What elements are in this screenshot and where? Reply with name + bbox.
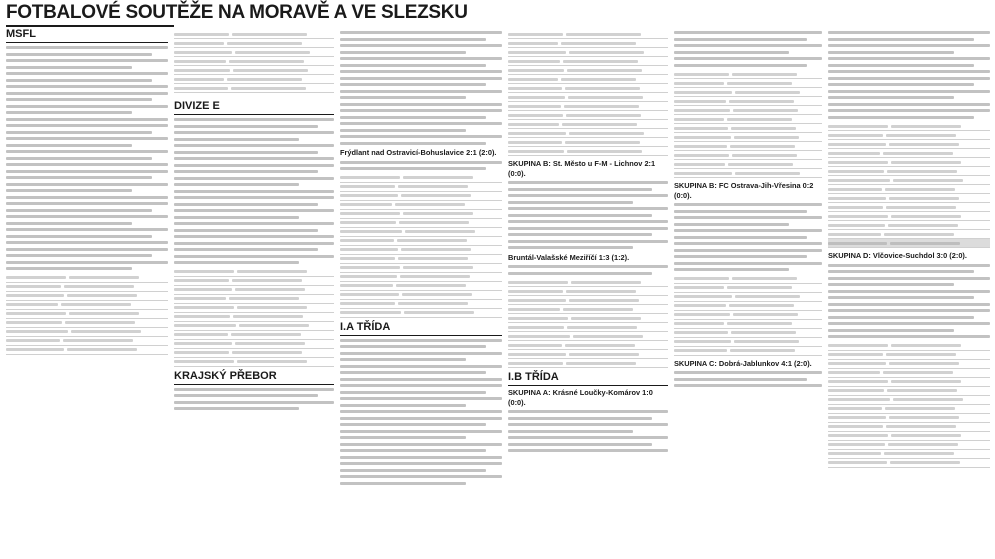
column-5 — [674, 28, 822, 558]
standings-table-msfl-continued — [174, 30, 334, 93]
column-1 — [6, 28, 168, 558]
match-headline: SKUPINA D: Vlčovice-Suchdol 3:0 (2:0). — [828, 251, 967, 260]
column-4 — [508, 28, 668, 558]
section-title-msfl: MSFL — [6, 28, 168, 43]
column-3 — [340, 28, 502, 558]
page-title: FOTBALOVÉ SOUTĚŽE NA MORAVĚ A VE SLEZSKU — [6, 2, 468, 23]
match-headline: SKUPINA C: Dobrá-Jablunkov 4:1 (2:0). — [674, 358, 812, 368]
standings-table-krajsky — [340, 174, 502, 318]
match-headline: Frýdlant nad Ostravicí-Bohuslavice 2:1 (2:0). — [340, 148, 497, 157]
standings-table-ia-b — [508, 278, 668, 368]
match-headline: SKUPINA B: FC Ostrava-Jih-Vřesina 0:2 (0:0). — [674, 181, 814, 200]
match-headline: SKUPINA A: Krásné Loučky-Komárov 1:0 (0:0). — [508, 388, 653, 407]
standings-table-divize — [174, 268, 334, 367]
standings-table-ib-b — [674, 275, 822, 356]
standings-table-ib-d — [828, 342, 990, 468]
standings-table-ib-a — [674, 70, 822, 178]
column-2 — [174, 28, 334, 558]
match-headline: Bruntál-Valašské Meziříčí 1:3 (1:2). — [508, 252, 630, 262]
column-6 — [828, 28, 990, 558]
standings-table-ib-c — [828, 122, 990, 248]
section-title-divize-e: DIVIZE E — [174, 100, 334, 115]
section-title-krajsky-prebor: KRAJSKÝ PŘEBOR — [174, 370, 334, 385]
section-title-ib-trida: I.B TŘÍDA — [508, 371, 668, 386]
standings-table-msfl — [6, 274, 168, 355]
title-rule — [6, 25, 174, 27]
standings-table-ia-a — [508, 30, 668, 156]
match-headline: SKUPINA B: St. Město u F-M - Lichnov 2:1 (0:0). — [508, 159, 656, 178]
section-title-ia-trida: I.A TŘÍDA — [340, 321, 502, 336]
